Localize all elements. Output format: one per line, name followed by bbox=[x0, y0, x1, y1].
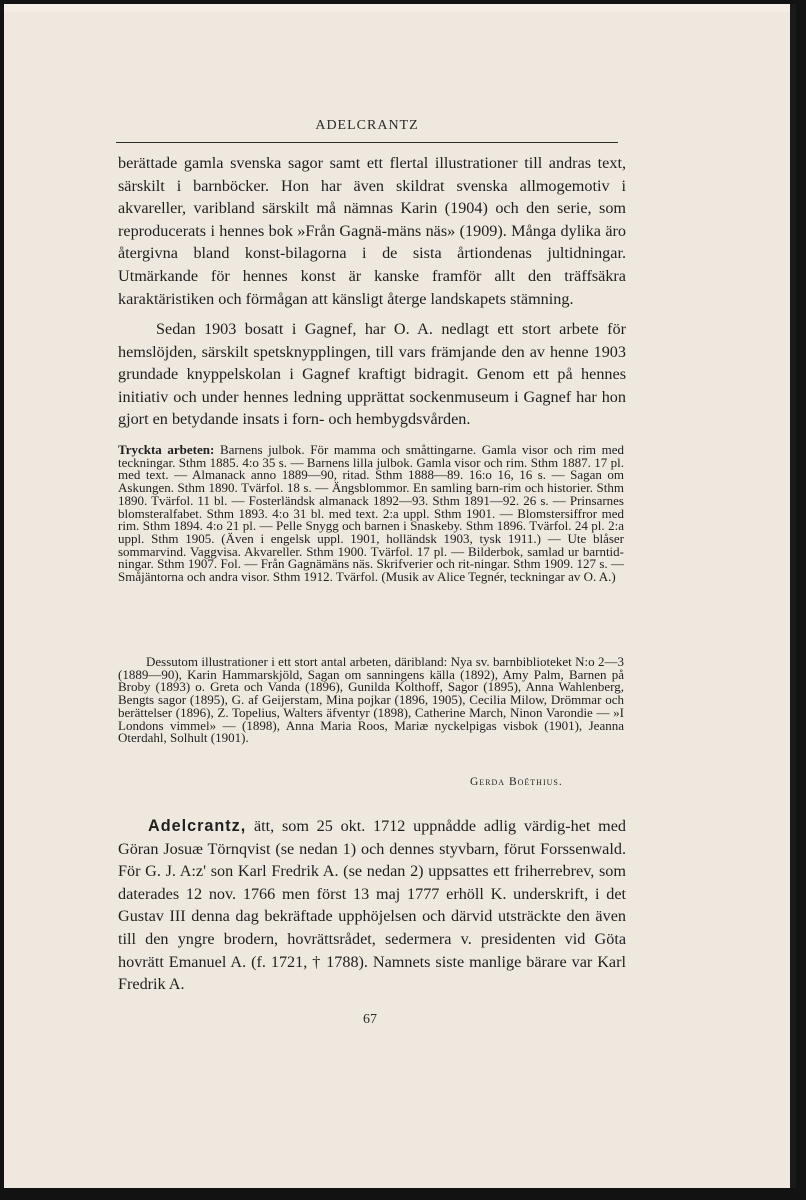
entry-adelcrantz bbox=[118, 815, 626, 996]
illustrations-list: Dessutom illustrationer i ett stort antal arbeten, däribland: Nya sv. barnbiblioteket N:o 2—3 (1889—90), Karin Hammarskjöld, Sagan om sanningens källa (1892), Amy Palm, Barnen på Broby (1893) o. Greta och Vanda (1896), Gunilda Kolthoff, Sagor (1895), Anna Wahlenberg, Bengts sagor (1895), G. af Geijerstam, Mina pojkar (1896, 1905), Cecilia Milow, Drömmar och berättelser (1896), Z. Topelius, Walters äfventyr (1898), Catherine March, Ninon Varondie — »I Londons vimmel» — (1898), Anna Maria Roos, Mariæ nyckelpigas visbok (1901), Jeanna Oterdahl, Solhult (1901). bbox=[118, 654, 624, 746]
author-signature: Gerda Boëthius. bbox=[470, 776, 563, 788]
entry-text: ätt, som 25 okt. 1712 uppnådde adlig värdig-het med Göran Josuæ Törnqvist (se nedan 1) och dennes styvbarn, förut Forssenwald. För G. J. A:z' son Karl Fredrik A. (se nedan 2) uppsattes ett friherrebrev, som daterades 12 nov. 1766 men först 13 maj 1777 erhöll K. underskrift, i det Gustav III denna dag bekräftade upphöjelsen och därvid utsträckte den även till den yngre brodern, hovrättsrådet, sedermera v. presidenten vid Göta hovrätt Emanuel A. (f. 1721, † 1788). Namnets siste manlige bärare var Karl Fredrik A. bbox=[118, 817, 626, 994]
page-top-edge bbox=[4, 4, 790, 12]
page-number: 67 bbox=[363, 1012, 377, 1027]
works-lead: Tryckta arbeten: bbox=[118, 442, 215, 457]
works-text: Barnens julbok. För mamma och småttingarne. Gamla visor och rim med teckningar. Sthm 1885. 4:o 35 s. — Barnens lilla julbok. Gamla visor och rim. Sthm 1887. 17 pl. med text. — Almanack anno 1889—90, ritad. Sthm 1888—89. 16:o 16, 16 s. — Sagan om Askungen. Sthm 1890. Tvärfol. 18 s. — Ängsblommor. En samling barn-rim och historier. Sthm 1890. Tvärfol. 11 bl. — Fosterländsk almanack 1892—93. Sthm 1891—92. 26 s. — Prinsarnes blomsteralfabet. Sthm 1893. 4:o 31 bl. med text. 2:a uppl. Sthm 1901. — Blomstersiffror med rim. Sthm 1894. 4:o 21 pl. — Pelle Snygg och barnen i Snaskeby. Sthm 1896. Tvärfol. 24 pl. 2:a uppl. Sthm 1905. (Även i engelsk uppl. 1901, holländsk 1903, tysk 1911.) — Ute blåser sommarvind. Vaggvisa. Akvareller. Sthm 1900. Tvärfol. 17 pl. — Bilderbok, samlad ur barntid-ningar. Sthm 1907. Fol. — Från Gagnämäns näs. Skrifverier och rit-ningar. Sthm 1909. 127 s. — Småjäntorna och andra visor. Sthm 1912. Tvärfol. (Musik av Alice Tegnér, teckningar av O. A.) bbox=[118, 442, 625, 585]
paragraph-2: Sedan 1903 bosatt i Gagnef, har O. A. nedlagt ett stort arbete för hemslöjden, särskilt spetsknypplingen, till vars främjande den av henne 1903 grundade knyppelskolan i Gagnef kraftigt bidragit. Genom ett på hennes initiativ och under hennes ledning upprättat sockenmuseum i Gagnef har hon gjort en betydande insats i forn- och hembygdsvården. bbox=[118, 320, 626, 429]
works-list bbox=[118, 444, 624, 584]
entry-name: Adelcrantz, bbox=[148, 817, 247, 835]
running-header: ADELCRANTZ bbox=[315, 118, 419, 133]
header-rule bbox=[116, 142, 618, 143]
paragraph-1: berättade gamla svenska sagor samt ett flertal illustrationer till andras text, särskilt i barnböcker. Hon har även skildrat svenska allmogemotiv i akvareller, varibland särskilt må nämnas Karin (1904) och den serie, som reproducerats i hennes bok »Från Gagnä-mäns näs» (1909). Många dylika äro återgivna bland konst-bilagorna i de sista årtiondenas jultidningar. Utmärkande för hennes konst är kanske framför allt den träffsäkra karaktäristiken och förmågan att känsligt återge landskapets stämning. bbox=[118, 154, 626, 308]
